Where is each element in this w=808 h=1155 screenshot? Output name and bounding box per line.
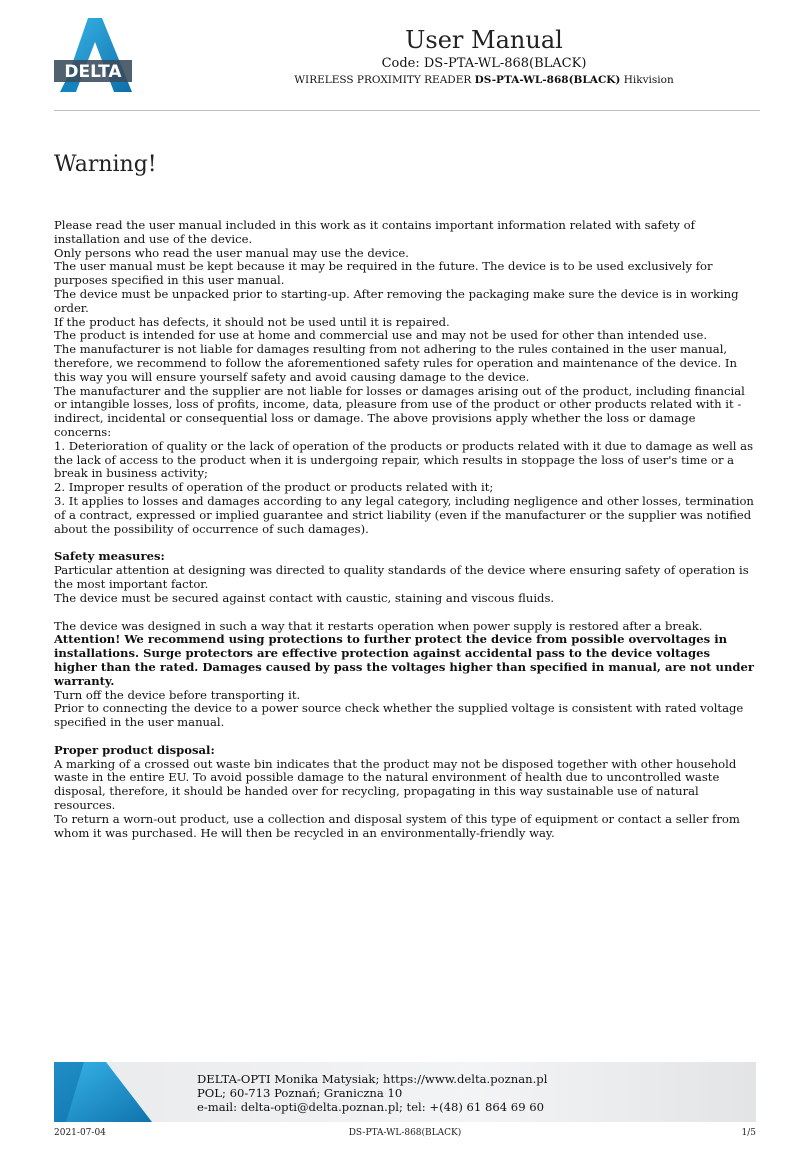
company-address: POL; 60-713 Poznań; Graniczna 10: [197, 1086, 403, 1100]
disposal-paragraph: A marking of a crossed out waste bin indicates that the product may not be disposed together with other household waste in the entire EU. To avoid possible damage to the natural environment of health due to uncontrolled waste disposal, therefore, it should be handed over for recycling, propagating in this way sustainable use of natural resources.: [54, 756, 737, 813]
paragraph: If the product has defects, it should not be used until it is repaired.: [54, 314, 450, 329]
document-code: Code: DS-PTA-WL-868(BLACK): [381, 56, 587, 71]
paragraph: Please read the user manual included in this work as it contains important information related with safety of installation and use of the device.: [54, 218, 695, 246]
safety-paragraph: Prior to connecting the device to a power source check whether the supplied voltage is consistent with rated voltage specified in the user manual.: [54, 701, 744, 730]
paragraph: The device must be unpacked prior to starting-up. After removing the packaging make sure the device is in working order.: [54, 286, 739, 315]
delta-mark-icon: [54, 1062, 152, 1122]
subtitle-prefix: WIRELESS PROXIMITY READER: [294, 74, 472, 86]
safety-paragraph: The device was designed in such a way that it restarts operation when power supply is restored after a break.: [54, 618, 703, 633]
paragraph: 2. Improper results of operation of the product or products related with it;: [54, 480, 494, 495]
safety-paragraph: Particular attention at designing was directed to quality standards of the device where ensuring safety of operation is the most important factor.: [54, 563, 749, 591]
safety-paragraph: The device must be secured against contact with caustic, staining and viscous fluids.: [54, 590, 555, 605]
footer-code: DS-PTA-WL-868(BLACK): [348, 1128, 462, 1138]
delta-logo: [52, 16, 134, 94]
footer-date: 2021-07-04: [54, 1128, 106, 1138]
disposal-heading: Proper product disposal:: [54, 742, 215, 757]
paragraph: Only persons who read the user manual may use the device.: [54, 245, 409, 260]
document-title: User Manual: [405, 26, 563, 54]
page-number: 1/5: [741, 1128, 756, 1138]
header-divider: [54, 110, 760, 111]
company-name-url: DELTA-OPTI Monika Matysiak; https://www.delta.poznan.pl: [197, 1072, 548, 1086]
disposal-paragraph: To return a worn-out product, use a collection and disposal system of this type of equipment or contact a seller from whom it was purchased. He will then be recycled in an environmentally-friendly way.: [54, 811, 740, 840]
paragraph: The manufacturer is not liable for damages resulting from not adhering to the rules contained in the user manual, therefore, we recommend to follow the aforementioned safety rules for operation and maintenance of the device. In this way you will ensure yourself safety and avoid causing damage to the device.: [54, 342, 737, 384]
paragraph: 3. It applies to losses and damages according to any legal category, including negligence and other losses, termination of a contract, expressed or implied guarantee and strict liability (even if the manufacturer or the supplier was notified about the possibility of occurrence of such damages).: [54, 493, 754, 536]
footer-logo: [54, 1062, 152, 1122]
subtitle-model: DS-PTA-WL-868(BLACK): [474, 74, 621, 86]
delta-logo-icon: [52, 16, 134, 94]
paragraph: 1. Deterioration of quality or the lack of operation of the products or products related with it due to damage as well as the lack of access to the product when it is undergoing repair, which results in stoppage the loss of user's time or a break in business activity;: [54, 438, 754, 481]
document-subtitle: [160, 73, 808, 87]
safety-heading: Safety measures:: [54, 549, 165, 564]
document-body: [54, 219, 754, 840]
document-header: [160, 26, 808, 87]
paragraph: The product is intended for use at home and commercial use and may not be used for other than intended use.: [54, 328, 708, 343]
footer-banner: [54, 1062, 756, 1122]
logo-text: DELTA: [64, 62, 122, 82]
company-email-phone: e-mail: delta-opti@delta.poznan.pl; tel: +(48) 61 864 69 60: [197, 1100, 545, 1114]
warning-heading: Warning!: [54, 152, 157, 177]
paragraph: The manufacturer and the supplier are not liable for losses or damages arising out of the product, including financial or intangible losses, loss of profits, income, data, pleasure from use of the product or other products related with it - indirect, incidental or consequential loss or damage. The above provisions apply whether the loss or damage concerns:: [54, 383, 745, 439]
subtitle-brand: Hikvision: [623, 74, 674, 86]
safety-paragraph: Turn off the device before transporting it.: [54, 687, 301, 702]
attention-notice: Attention! We recommend using protections to further protect the device from possible overvoltages in installations. Surge protectors are effective protection against accidental pass to the device voltages higher than the rated. Damages caused by pass the voltages higher than specified in manual, are not under warranty.: [54, 632, 755, 688]
company-contact: [197, 1072, 547, 1114]
paragraph: The user manual must be kept because it may be required in the future. The device is to be used exclusively for purposes specified in this user manual.: [54, 259, 713, 288]
